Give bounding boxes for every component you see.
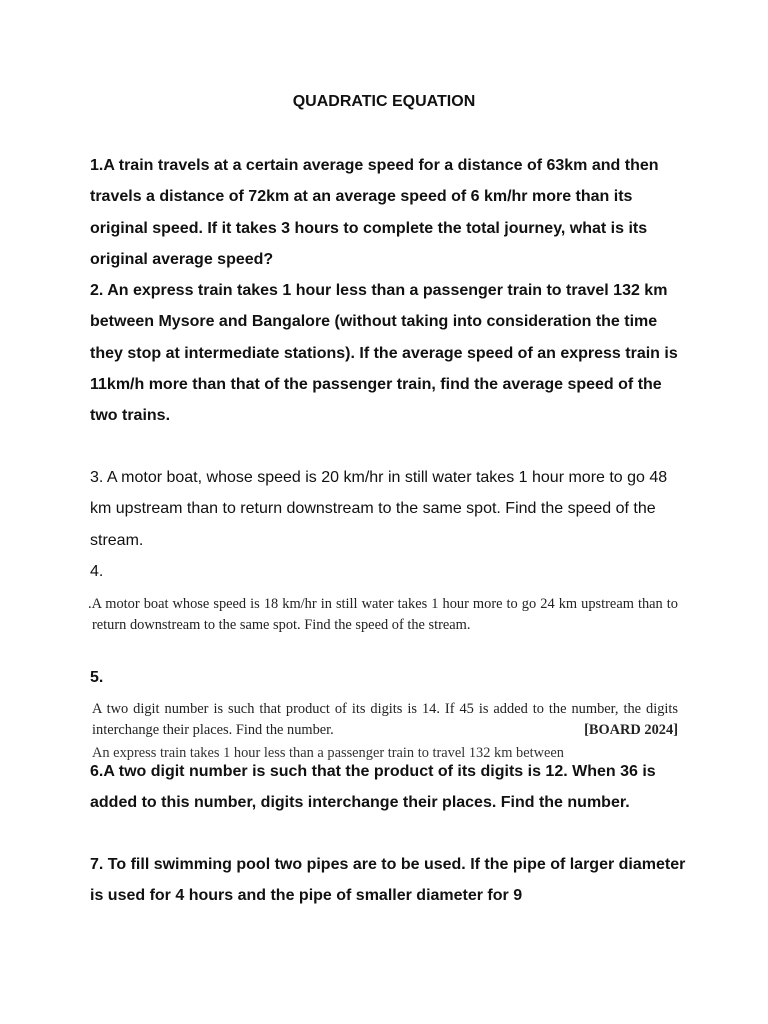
question-4-text: A motor boat whose speed is 18 km/hr in still water takes 1 hour more to go 24 km upstream than to return downstream to the same spot. Find the speed of the stream. [91,596,678,633]
question-1: 1.A train travels at a certain average speed for a distance of 63km and then travels a distance of 72km at an average speed of 6 km/hr more than its original speed. If it takes 3 hours to complete the total journey, what is its original average speed? [90,157,659,268]
question-7: 7. To fill swimming pool two pipes are to be used. If the pipe of larger diameter is used for 4 hours and the pipe of smaller diameter for 9 [90,856,686,905]
question-5-scanned-image [92,699,678,740]
question-4-label: 4. [90,563,104,580]
cut-off-text: An express train takes 1 hour less than a passenger train to travel 132 km between [92,745,564,761]
page-title: QUADRATIC EQUATION [292,93,476,110]
question-4-scanned-image: .A motor boat whose speed is 18 km/hr in still water takes 1 hour more to go 24 km upstream than to return downstream to the same spot. Find the speed of the stream. [88,596,678,633]
question-6: 6.A two digit number is such that the product of its digits is 12. When 36 is added to this number, digits interchange their places. Find the number. [90,763,656,812]
question-2: 2. An express train takes 1 hour less than a passenger train to travel 132 km between Mysore and Bangalore (without taking into consideration the time they stop at intermediate stations). If the average speed of an express train is 11km/h more than that of the passenger train, find the average speed of the two trains. [90,282,678,425]
question-5-label: 5. [90,669,104,686]
question-5-text: A two digit number is such that product of its digits is 14. If 45 is added to the number, the digits interchange their places. Find the number. [92,701,678,738]
board-tag: [BOARD 2024] [584,721,678,738]
question-3: 3. A motor boat, whose speed is 20 km/hr in still water takes 1 hour more to go 48 km upstream than to return downstream to the same spot. Find the speed of the stream. [90,469,668,549]
